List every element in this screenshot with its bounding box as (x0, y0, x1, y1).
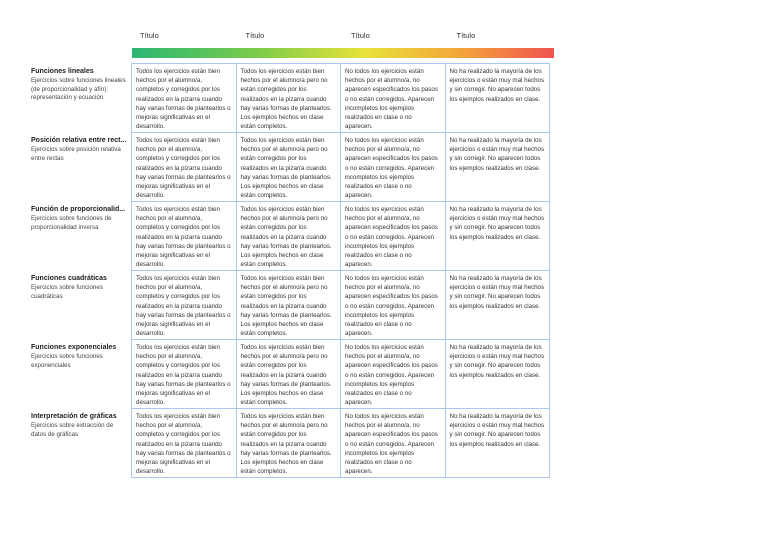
criterion-cell[interactable] (28, 271, 132, 340)
level-cell-1[interactable]: Todos los ejercicios están bien hechos por el alumno/a, completos y corregidos por los realizados en la pizarra cuando hay varias formas de plantearlos o mejoras significativas en el desarrollo. (131, 201, 237, 271)
level-cell-4[interactable]: No ha realizado la mayoría de los ejercicios o están muy mal hechos y sin corregir. No aparecen todos los ejemplos realizados en clase. (445, 408, 551, 478)
level-header-4[interactable]: Título (456, 31, 476, 40)
performance-gradient-bar (132, 48, 554, 58)
level-header-2[interactable]: Título (245, 31, 265, 40)
level-cell-2[interactable]: Todos los ejercicios están bien hechos por el alumno/a pero no están corregidos por los realizados en la pizarra cuando hay varias formas de plantearlos. Los ejemplos hechos en clase están completos. (236, 201, 342, 271)
level-header-1[interactable]: Título (140, 31, 159, 40)
level-cell-2[interactable]: Todos los ejercicios están bien hechos por el alumno/a pero no están corregidos por los realizados en la pizarra cuando hay varias formas de plantearlos. Los ejemplos hechos en clase están completos. (236, 408, 342, 478)
criterion-row (28, 202, 554, 271)
level-cell-1[interactable]: Todos los ejercicios están bien hechos por el alumno/a, completos y corregidos por los realizados en la pizarra cuando hay varias formas de plantearlos o mejoras significativas en el desarrollo. (131, 339, 237, 409)
criterion-cell[interactable] (28, 64, 132, 133)
criterion-row (28, 271, 554, 340)
header-row (28, 28, 554, 48)
criterion-cell[interactable] (28, 340, 132, 409)
level-cell-4[interactable]: No ha realizado la mayoría de los ejercicios o están muy mal hechos y sin corregir. No aparecen todos los ejemplos realizados en clase. (445, 132, 551, 202)
criterion-title[interactable]: Funciones exponenciales (31, 344, 117, 351)
criterion-description[interactable]: Ejercicios sobre funciones exponenciales (31, 353, 103, 369)
criteria-rows (28, 64, 554, 478)
level-cell-1[interactable]: Todos los ejercicios están bien hechos por el alumno/a, completos y corregidos por los realizados en la pizarra cuando hay varias formas de plantearlos o mejoras significativas en el desarrollo. (131, 132, 237, 202)
level-cell-4[interactable]: No ha realizado la mayoría de los ejercicios o están muy mal hechos y sin corregir. No aparecen todos los ejemplos realizados en clase. (445, 270, 551, 340)
criterion-description[interactable]: Ejercicios sobre funciones cuadráticas (31, 284, 103, 300)
level-cell-1[interactable]: Todos los ejercicios están bien hechos por el alumno/a, completos y corregidos por los realizados en la pizarra cuando hay varias formas de plantearlos o mejoras significativas en el desarrollo. (131, 270, 237, 340)
criterion-row (28, 64, 554, 133)
level-cell-4[interactable]: No ha realizado la mayoría de los ejercicios o están muy mal hechos y sin corregir. No aparecen todos los ejemplos realizados en clase. (445, 339, 551, 409)
level-cell-3[interactable]: No todos los ejercicios están hechos por el alumno/a, no aparecen especificados los pasos o no están corregidos. Aparecen incompletos los ejemplos realizados en clase o no aparecen. (340, 201, 446, 271)
level-cell-2[interactable]: Todos los ejercicios están bien hechos por el alumno/a pero no están corregidos por los realizados en la pizarra cuando hay varias formas de plantearlos. Los ejemplos hechos en clase están completos. (236, 63, 342, 133)
criterion-row (28, 409, 554, 478)
level-cell-3[interactable]: No todos los ejercicios están hechos por el alumno/a, no aparecen especificados los pasos o no están corregidos. Aparecen incompletos los ejemplos realizados en clase o no aparecen. (340, 408, 446, 478)
criterion-description[interactable]: Ejercicios sobre funciones de proporcionalidad inversa (31, 215, 112, 231)
level-cell-3[interactable]: No todos los ejercicios están hechos por el alumno/a, no aparecen especificados los pasos o no están corregidos. Aparecen incompletos los ejemplos realizados en clase o no aparecen. (340, 132, 446, 202)
criterion-description[interactable]: Ejercicios sobre extracción de datos de gráficas (31, 422, 114, 438)
level-cell-3[interactable]: No todos los ejercicios están hechos por el alumno/a, no aparecen especificados los pasos o no están corregidos. Aparecen incompletos los ejemplos realizados en clase o no aparecen. (340, 270, 446, 340)
criterion-row (28, 133, 554, 202)
level-cell-4[interactable]: No ha realizado la mayoría de los ejercicios o están muy mal hechos y sin corregir. No aparecen todos los ejemplos realizados en clase. (445, 201, 551, 271)
criterion-cell[interactable] (28, 133, 132, 202)
level-cell-1[interactable]: Todos los ejercicios están bien hechos por el alumno/a, completos y corregidos por los realizados en la pizarra cuando hay varias formas de plantearlos o mejoras significativas en el desarrollo. (131, 408, 237, 478)
criterion-title[interactable]: Interpretación de gráficas (31, 413, 117, 420)
rubric-table (28, 28, 554, 478)
level-header-3[interactable]: Título (351, 31, 370, 40)
level-cell-2[interactable]: Todos los ejercicios están bien hechos por el alumno/a pero no están corregidos por los realizados en la pizarra cuando hay varias formas de plantearlos. Los ejemplos hechos en clase están completos. (236, 270, 342, 340)
criterion-cell[interactable] (28, 202, 132, 271)
level-cell-3[interactable]: No todos los ejercicios están hechos por el alumno/a, no aparecen especificados los pasos o no están corregidos. Aparecen incompletos los ejemplos realizados en clase o no aparecen. (340, 63, 446, 133)
level-cell-4[interactable]: No ha realizado la mayoría de los ejercicios o están muy mal hechos y sin corregir. No aparecen todos los ejemplos realizados en clase. (445, 63, 551, 133)
level-cell-1[interactable]: Todos los ejercicios están bien hechos por el alumno/a, completos y corregidos por los realizados en la pizarra cuando hay varias formas de plantearlos o mejoras significativas en el desarrollo. (131, 63, 237, 133)
level-cell-2[interactable]: Todos los ejercicios están bien hechos por el alumno/a pero no están corregidos por los realizados en la pizarra cuando hay varias formas de plantearlos. Los ejemplos hechos en clase están completos. (236, 339, 342, 409)
criterion-title[interactable]: Función de proporcionalid... (31, 206, 126, 213)
criterion-row (28, 340, 554, 409)
criterion-title[interactable]: Funciones lineales (31, 68, 94, 75)
criterion-title[interactable]: Posición relativa entre rect... (31, 137, 127, 144)
level-cell-3[interactable]: No todos los ejercicios están hechos por el alumno/a, no aparecen especificados los pasos o no están corregidos. Aparecen incompletos los ejemplos realizados en clase o no aparecen. (340, 339, 446, 409)
criterion-cell[interactable] (28, 409, 132, 478)
criterion-description[interactable]: Ejercicios sobre funciones lineales (de proporcionalidad y afín): representación y ecuación (31, 77, 126, 101)
criterion-title[interactable]: Funciones cuadráticas (31, 275, 107, 282)
level-cell-2[interactable]: Todos los ejercicios están bien hechos por el alumno/a pero no están corregidos por los realizados en la pizarra cuando hay varias formas de plantearlos. Los ejemplos hechos en clase están completos. (236, 132, 342, 202)
criterion-description[interactable]: Ejercicios sobre posición relativa entre rectas (31, 146, 121, 162)
